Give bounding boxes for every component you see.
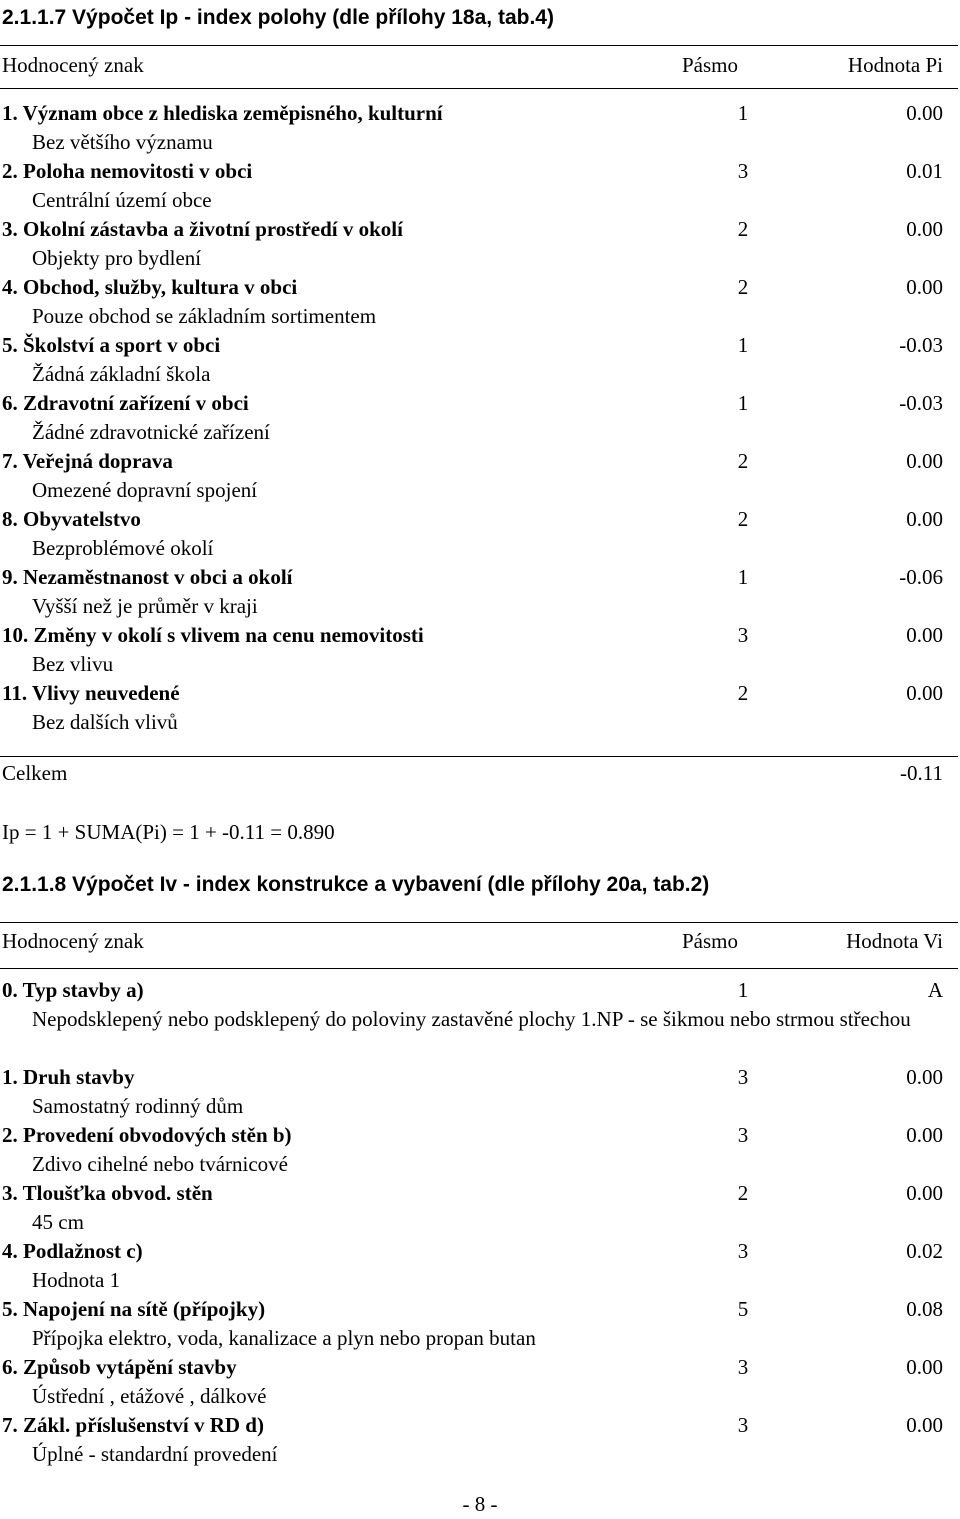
criterion-description: Bez většího významu (32, 130, 213, 154)
criterion-pasmo: 3 (737, 1123, 749, 1147)
criterion-name: 3. Okolní zástavba a životní prostředí v okolí (2, 217, 403, 241)
description-row (0, 1440, 960, 1469)
criterion-value: 0.00 (906, 101, 943, 125)
criterion-value: 0.08 (906, 1297, 943, 1321)
criterion-description: Pouze obchod se základním sortimentem (32, 304, 377, 328)
table-row (0, 447, 960, 476)
criterion-pasmo: 1 (737, 101, 749, 125)
table-row (0, 563, 960, 592)
header-name: Hodnocený znak (2, 929, 144, 953)
criterion-description: Zdivo cihelné nebo tvárnicové (32, 1152, 288, 1176)
description-row (0, 302, 960, 331)
criterion-pasmo: 5 (737, 1297, 749, 1321)
criterion-value: 0.00 (906, 275, 943, 299)
description-row (0, 476, 960, 505)
criterion-value: 0.00 (906, 449, 943, 473)
criterion-value: 0.00 (906, 681, 943, 705)
criterion-name: 6. Způsob vytápění stavby (2, 1355, 237, 1379)
description-row (0, 128, 960, 157)
criterion-value: -0.03 (899, 333, 943, 357)
criterion-description: Centrální území obce (32, 188, 212, 212)
criterion-name: 4. Obchod, služby, kultura v obci (2, 275, 298, 299)
header-pasmo: Pásmo (682, 929, 739, 953)
ip-formula: Ip = 1 + SUMA(Pi) = 1 + -0.11 = 0.890 (2, 820, 335, 844)
criterion-name: 5. Školství a sport v obci (2, 333, 221, 357)
criterion-description: Žádné zdravotnické zařízení (32, 420, 270, 444)
criterion-description: Vyšší než je průměr v kraji (32, 594, 258, 618)
description-row (0, 1150, 960, 1179)
description-row (0, 1382, 960, 1411)
description-row (0, 418, 960, 447)
table-row (0, 1179, 960, 1208)
table-row (0, 389, 960, 418)
page-number: - 8 - (462, 1492, 498, 1516)
criterion-name: 10. Změny v okolí s vlivem na cenu nemovitosti (2, 623, 424, 647)
description-row (0, 186, 960, 215)
table-row (0, 1295, 960, 1324)
table-row (0, 215, 960, 244)
divider (0, 45, 958, 46)
criterion-name: 1. Význam obce z hlediska zeměpisného, kulturní (2, 101, 443, 125)
criterion-value: 0.00 (906, 623, 943, 647)
description-row (0, 708, 960, 737)
criterion-pasmo: 1 (737, 391, 749, 415)
criterion-pasmo: 2 (737, 507, 749, 531)
divider (0, 922, 958, 923)
header-pasmo: Pásmo (682, 53, 739, 77)
criterion-name: 1. Druh stavby (2, 1065, 135, 1089)
criterion-description: Bez vlivu (32, 652, 114, 676)
description-row (0, 534, 960, 563)
description-row (0, 1092, 960, 1121)
table-row (0, 273, 960, 302)
criterion-description: Úplné - standardní provedení (32, 1442, 278, 1466)
header-value: Hodnota Pi (847, 53, 943, 77)
criterion-pasmo: 1 (737, 978, 749, 1002)
description-row (0, 592, 960, 621)
criterion-value: -0.03 (899, 391, 943, 415)
criterion-description: Bezproblémové okolí (32, 536, 214, 560)
description-row (0, 1324, 960, 1353)
criterion-description: Žádná základní škola (32, 362, 211, 386)
criterion-value: -0.06 (899, 565, 943, 589)
divider (0, 88, 958, 89)
section2-header-row (0, 927, 960, 956)
criterion-name: 7. Veřejná doprava (2, 449, 173, 473)
criterion-pasmo: 2 (737, 681, 749, 705)
criterion-description: Nepodsklepený nebo podsklepený do poloviny zastavěné plochy 1.NP - se šikmou nebo strmou střechou (32, 1007, 911, 1031)
criterion-value: 0.00 (906, 1355, 943, 1379)
criterion-value: 0.00 (906, 1181, 943, 1205)
section1-header-row (0, 51, 960, 80)
criterion-pasmo: 2 (737, 449, 749, 473)
criterion-name: 6. Zdravotní zařízení v obci (2, 391, 249, 415)
section2-title: 2.1.1.8 Výpočet Iv - index konstrukce a vybavení (dle přílohy 20a, tab.2) (2, 873, 710, 896)
table-row (0, 505, 960, 534)
criterion-name: 4. Podlažnost c) (2, 1239, 143, 1263)
description-row (0, 360, 960, 389)
criterion-description: Samostatný rodinný dům (32, 1094, 244, 1118)
criterion-name: 5. Napojení na sítě (přípojky) (2, 1297, 266, 1321)
criterion-value: 0.00 (906, 217, 943, 241)
criterion-pasmo: 1 (737, 565, 749, 589)
table-row (0, 1411, 960, 1440)
criterion-pasmo: 2 (737, 275, 749, 299)
criterion-name: 2. Poloha nemovitosti v obci (2, 159, 253, 183)
criterion-value: 0.02 (906, 1239, 943, 1263)
criterion-description: Objekty pro bydlení (32, 246, 202, 270)
table-row (0, 1121, 960, 1150)
criterion-name: 3. Tloušťka obvod. stěn (2, 1181, 213, 1205)
criterion-name: 9. Nezaměstnanost v obci a okolí (2, 565, 293, 589)
table-row (0, 679, 960, 708)
description-row (0, 650, 960, 679)
table-row (0, 99, 960, 128)
criterion-pasmo: 3 (737, 1239, 749, 1263)
criterion-pasmo: 2 (737, 217, 749, 241)
criterion-pasmo: 2 (737, 1181, 749, 1205)
criterion-name: 0. Typ stavby a) (2, 978, 144, 1002)
divider (0, 756, 958, 757)
table-row (0, 1063, 960, 1092)
criterion-value: 0.00 (906, 1065, 943, 1089)
criterion-description: Hodnota 1 (32, 1268, 121, 1292)
criterion-description: Omezené dopravní spojení (32, 478, 258, 502)
table-row (0, 1237, 960, 1266)
table-row (0, 1353, 960, 1382)
criterion-name: 11. Vlivy neuvedené (2, 681, 180, 705)
description-row (0, 1208, 960, 1237)
description-row (0, 244, 960, 273)
criterion-description: 45 cm (32, 1210, 84, 1234)
criterion-description: Ústřední , etážové , dálkové (32, 1384, 267, 1408)
section1-title: 2.1.1.7 Výpočet Ip - index polohy (dle přílohy 18a, tab.4) (2, 6, 554, 29)
criterion-name: 7. Zákl. příslušenství v RD d) (2, 1413, 264, 1437)
criterion-value: 0.00 (906, 507, 943, 531)
table-row (0, 621, 960, 650)
criterion-pasmo: 1 (737, 333, 749, 357)
criterion-name: 8. Obyvatelstvo (2, 507, 141, 531)
criterion-value: 0.00 (906, 1123, 943, 1147)
criterion-name: 2. Provedení obvodových stěn b) (2, 1123, 292, 1147)
criterion-value: 0.01 (906, 159, 943, 183)
criterion-pasmo: 3 (737, 623, 749, 647)
criterion-pasmo: 3 (737, 1065, 749, 1089)
description-row (0, 1266, 960, 1295)
criterion-pasmo: 3 (737, 1413, 749, 1437)
divider (0, 968, 958, 969)
criterion-description: Bez dalších vlivů (32, 710, 178, 734)
total-value: -0.11 (900, 761, 943, 785)
criterion-value: A (927, 978, 943, 1002)
header-value: Hodnota Vi (846, 929, 943, 953)
criterion-pasmo: 3 (737, 159, 749, 183)
criterion-description: Přípojka elektro, voda, kanalizace a plyn nebo propan butan (32, 1326, 536, 1350)
section1-total-row (0, 759, 960, 788)
total-label: Celkem (2, 761, 68, 785)
criterion-pasmo: 3 (737, 1355, 749, 1379)
criterion-value: 0.00 (906, 1413, 943, 1437)
table-row (0, 331, 960, 360)
table-row (0, 157, 960, 186)
header-name: Hodnocený znak (2, 53, 144, 77)
table-row (0, 976, 960, 1005)
